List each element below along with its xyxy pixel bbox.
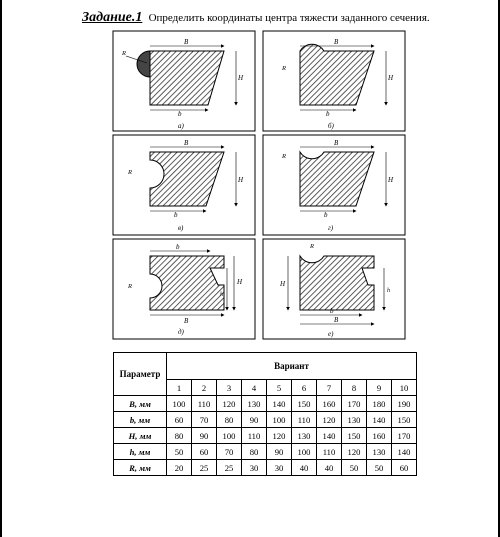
table-cell: 25: [192, 460, 217, 476]
fig-a-label-H: H: [238, 74, 244, 82]
fig-g-label-b: b: [324, 211, 328, 219]
variant-number: 3: [217, 380, 242, 396]
table-cell: 110: [317, 444, 342, 460]
page-title: [82, 9, 430, 26]
sections-figure: [112, 30, 408, 340]
fig-g-label-R: R: [282, 153, 286, 160]
table-cell: 50: [342, 460, 367, 476]
table-cell: 160: [317, 396, 342, 412]
param-name: b, мм: [114, 412, 167, 428]
table-cell: 160: [367, 428, 392, 444]
fig-e-label-B: B: [334, 316, 339, 324]
task-text: Определить координаты центра тяжести заданного сечения.: [148, 12, 430, 24]
table-cell: 80: [217, 412, 242, 428]
table-cell: 190: [392, 396, 417, 412]
table-cell: 90: [267, 444, 292, 460]
fig-e-label-b: b: [330, 307, 334, 315]
fig-d-label-h: h: [220, 292, 223, 298]
table-cell: 110: [242, 428, 267, 444]
fig-v-caption: в): [178, 224, 184, 232]
param-name: R, мм: [114, 460, 167, 476]
table-cell: 90: [192, 428, 217, 444]
table-cell: 100: [292, 444, 317, 460]
table-cell: 140: [367, 412, 392, 428]
variant-number: 9: [367, 380, 392, 396]
table-cell: 130: [242, 396, 267, 412]
fig-v-label-b: b: [174, 211, 178, 219]
fig-e-caption: е): [328, 330, 334, 338]
table-cell: 140: [267, 396, 292, 412]
variant-number: 8: [342, 380, 367, 396]
fig-g-label-B: B: [334, 139, 339, 147]
fig-e-label-h: h: [387, 288, 390, 294]
table-cell: 140: [392, 444, 417, 460]
table-cell: 100: [167, 396, 192, 412]
table-cell: 110: [292, 412, 317, 428]
variant-number: 1: [167, 380, 192, 396]
table-cell: 80: [242, 444, 267, 460]
table-cell: 130: [367, 444, 392, 460]
table-cell: 30: [267, 460, 292, 476]
fig-v-label-B: B: [184, 139, 189, 147]
fig-b-label-R: R: [282, 65, 286, 72]
fig-d-caption: д): [178, 328, 184, 336]
table-cell: 30: [242, 460, 267, 476]
variant-header: Вариант: [167, 353, 417, 380]
fig-g-label-H: H: [388, 176, 394, 184]
fig-d-label-R: R: [128, 283, 132, 290]
table-cell: 50: [167, 444, 192, 460]
fig-a-caption: а): [178, 122, 184, 130]
table-cell: 50: [367, 460, 392, 476]
variant-number: 6: [292, 380, 317, 396]
table-cell: 120: [342, 444, 367, 460]
fig-a-label-b: b: [178, 110, 182, 118]
fig-a-label-B: B: [184, 38, 189, 46]
table-row: [114, 396, 417, 412]
fig-b-label-H: H: [388, 74, 394, 82]
fig-e-label-H: H: [280, 280, 286, 288]
table-cell: 110: [192, 396, 217, 412]
param-name: B, мм: [114, 396, 167, 412]
table-row: [114, 428, 417, 444]
fig-v-label-R: R: [128, 169, 132, 176]
variant-number: 4: [242, 380, 267, 396]
table-cell: 40: [317, 460, 342, 476]
table-cell: 25: [217, 460, 242, 476]
table-row: [114, 412, 417, 428]
table-row: [114, 460, 417, 476]
table-cell: 150: [292, 396, 317, 412]
parameters-table: [113, 352, 417, 476]
fig-d-label-b: b: [176, 243, 180, 251]
table-cell: 90: [242, 412, 267, 428]
fig-a-label-R: R: [122, 50, 126, 57]
table-cell: 150: [342, 428, 367, 444]
table-cell: 70: [192, 412, 217, 428]
table-cell: 20: [167, 460, 192, 476]
table-cell: 70: [217, 444, 242, 460]
table-cell: 60: [192, 444, 217, 460]
variant-number: 7: [317, 380, 342, 396]
table-cell: 170: [342, 396, 367, 412]
table-cell: 100: [267, 412, 292, 428]
fig-d-label-H: H: [237, 278, 243, 286]
fig-b-label-B: B: [334, 38, 339, 46]
table-cell: 120: [217, 396, 242, 412]
table-cell: 60: [167, 412, 192, 428]
table-cell: 40: [292, 460, 317, 476]
fig-b-label-b: b: [326, 110, 330, 118]
variant-number: 5: [267, 380, 292, 396]
left-border: [0, 0, 2, 537]
task-title: Задание.1: [82, 10, 143, 25]
table-header-row: [114, 353, 417, 380]
table-row: [114, 444, 417, 460]
table-cell: 130: [292, 428, 317, 444]
table-cell: 100: [217, 428, 242, 444]
table-cell: 120: [267, 428, 292, 444]
table-cell: 130: [342, 412, 367, 428]
table-cell: 60: [392, 460, 417, 476]
param-header: Параметр: [114, 353, 167, 396]
table-cell: 140: [317, 428, 342, 444]
table-cell: 170: [392, 428, 417, 444]
fig-b-caption: б): [328, 122, 334, 130]
param-name: H, мм: [114, 428, 167, 444]
table-cell: 180: [367, 396, 392, 412]
table-cell: 120: [317, 412, 342, 428]
table-cell: 80: [167, 428, 192, 444]
fig-g-caption: г): [328, 224, 334, 232]
fig-d-label-B: B: [184, 317, 189, 325]
variant-number: 10: [392, 380, 417, 396]
fig-e-label-R: R: [310, 243, 314, 250]
fig-v-label-H: H: [238, 176, 244, 184]
table-cell: 150: [392, 412, 417, 428]
variant-number: 2: [192, 380, 217, 396]
param-name: h, мм: [114, 444, 167, 460]
